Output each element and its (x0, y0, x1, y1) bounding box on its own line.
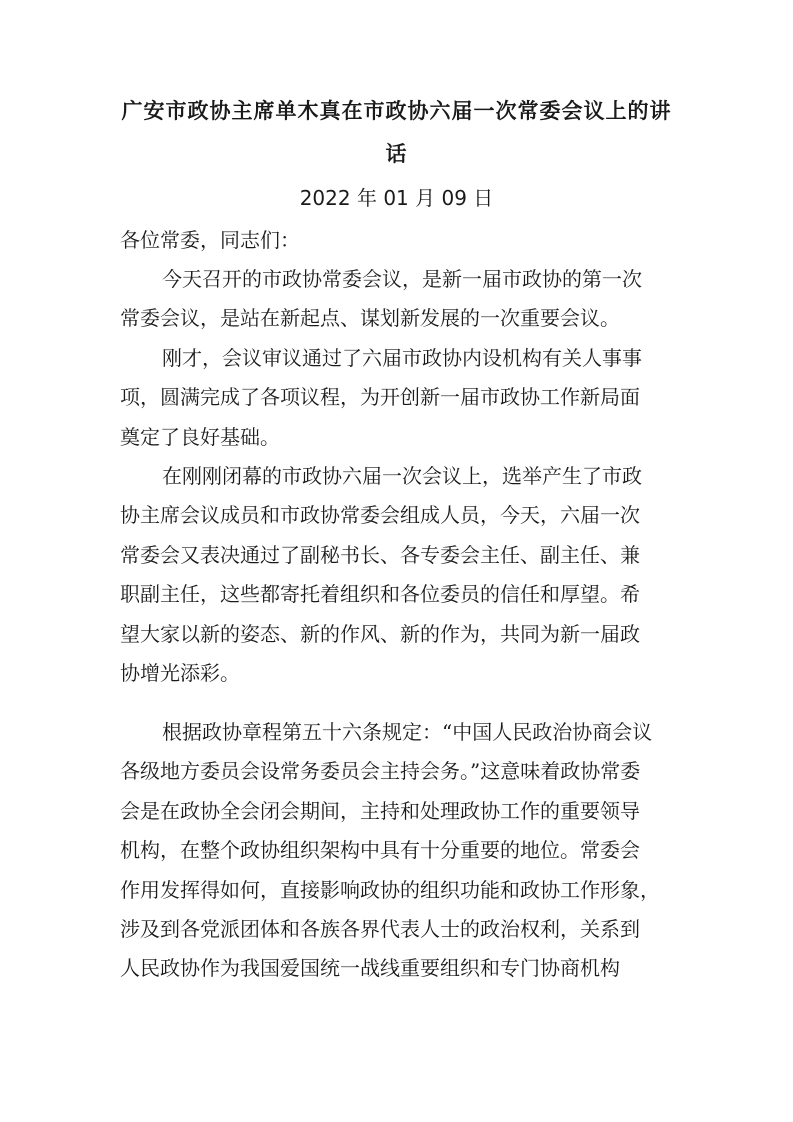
paragraph-1 (120, 260, 700, 339)
paragraph-line: 根据政协章程第五十六条规定：“中国人民政治协商会议 (162, 720, 653, 744)
paragraph-line: 在刚刚闭幕的市政协六届一次会议上，选举产生了市政 (162, 464, 642, 488)
paragraph-line: 会是在政协全会闭会期间，主持和处理政协工作的重要领导 (120, 798, 640, 823)
paragraph-line: 今天召开的市政协常委会议，是新一届市政协的第一次 (162, 267, 642, 291)
paragraph-line: 涉及到各党派团体和各族各界代表人士的政治权利，关系到 (120, 916, 640, 941)
paragraph-line: 常委会又表决通过了副秘书长、各专委会主任、副主任、兼 (120, 542, 640, 567)
paragraph-line: 职副主任，这些都寄托着组织和各位委员的信任和厚望。希 (120, 582, 640, 607)
paragraph-line: 各级地方委员会设常务委员会主持会务。”这意味着政协常委 (120, 759, 641, 784)
paragraph-2 (120, 339, 700, 457)
paragraph-3 (120, 457, 700, 693)
document-title-line-2: 话 (385, 142, 408, 166)
paragraph-line: 刚才，会议审议通过了六届市政协内设机构有关人事事 (162, 346, 642, 370)
paragraph-line: 协增光添彩。 (120, 660, 240, 685)
salutation (120, 221, 700, 260)
document-date: 2022 年 01 月 09 日 (299, 186, 494, 210)
paragraph-line: 奠定了良好基础。 (120, 424, 280, 449)
paragraph-line: 常委会议，是站在新起点、谋划新发展的一次重要会议。 (120, 306, 620, 331)
paragraph-line: 协主席会议成员和市政协常委会组成人员，今天，六届一次 (120, 503, 640, 528)
paragraph-line: 作用发挥得如何，直接影响政协的组织功能和政协工作形象， (120, 877, 660, 902)
paragraph-line: 机构，在整个政协组织架构中具有十分重要的地位。常委会 (120, 838, 640, 863)
paragraph-line: 望大家以新的姿态、新的作风、新的作为，共同为新一届政 (120, 621, 640, 646)
paragraph-4 (120, 713, 700, 989)
salutation-text: 各位常委，同志们： (120, 228, 300, 252)
document-title-line-1: 广安市政协主席单木真在市政协六届一次常委会议上的讲 (121, 99, 672, 123)
paragraph-line: 人民政协作为我国爱国统一战线重要组织和专门协商机构 (120, 956, 620, 981)
paragraph-line: 项，圆满完成了各项议程，为开创新一届市政协工作新局面 (120, 385, 640, 410)
